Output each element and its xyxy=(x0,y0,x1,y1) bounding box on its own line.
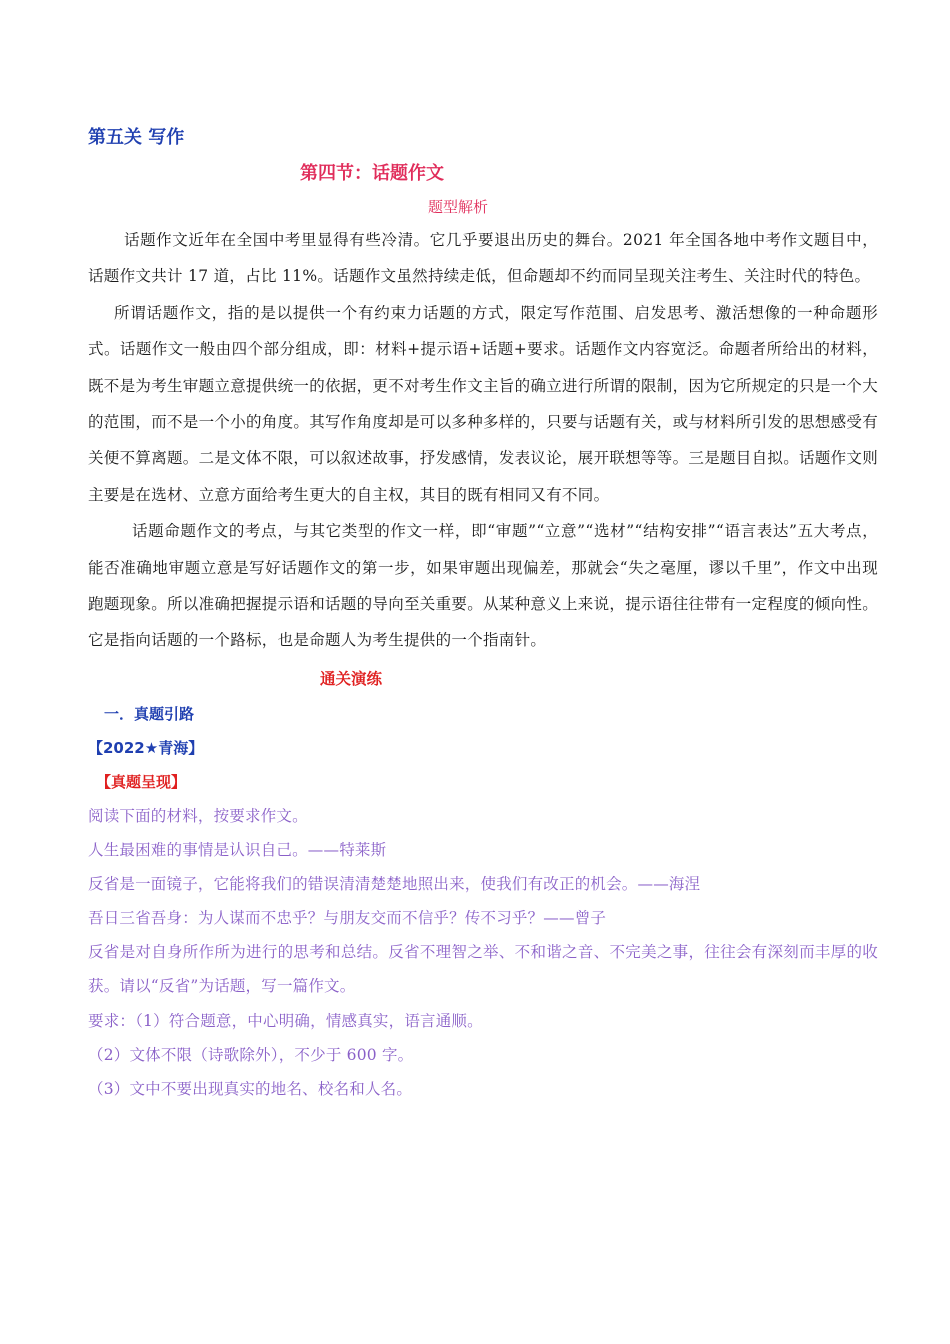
analysis-paragraph-2: 所谓话题作文，指的是以提供一个有约束力话题的方式，限定写作范围、启发思考、激活想像的一种命题形式。话题作文一般由四个部分组成，即：材料+提示语+话题+要求。话题作文内容宽泛。命题者所给出的材料，既不是为考生审题立意提供统一的依据，更不对考生作文主旨的确立进行所谓的限制，因为它所规定的只是一个大的范围，而不是一个小的角度。其写作角度却是可以多种多样的，只要与话题有关，或与材料所引发的思想感受有关便不算离题。二是文体不限，可以叙述故事，抒发感情，发表议论，展开联想等等。三是题目自拟。话题作文则主要是在选材、立意方面给考生更大的自主权，其目的既有相同又有不同。 xyxy=(88,303,879,504)
question-tag: 【真题呈现】 xyxy=(96,772,187,791)
prompt-requirement-3: （3）文中不要出现真实的地名、校名和人名。 xyxy=(88,1079,413,1098)
analysis-paragraph-3: 话题命题作文的考点，与其它类型的作文一样，即“审题”“立意”“选材”“结构安排”“语言表达”五大考点， 能否准确地审题立意是写好话题作文的第一步，如果审题出现偏差，那就会“失之毫厘，谬以千里”，作文中出现跑题现象。所以准确把握提示语和话题的导向至关重要。从某种意义上来说，提示语往往带有一定程度的倾向性。它是指向话题的一个路标，也是命题人为考生提供的一个指南针。 xyxy=(88,522,879,650)
chapter-title: 第五关 写作 xyxy=(88,127,185,148)
exam-tag: 【2022★青海】 xyxy=(88,738,204,757)
prompt-line-quote-1: 人生最困难的事情是认识自己。——特莱斯 xyxy=(88,840,387,859)
prompt-requirement-1: 要求：（1）符合题意，中心明确，情感真实，语言通顺。 xyxy=(88,1011,483,1030)
section-title: 第四节：话题作文 xyxy=(300,163,444,184)
prompt-line-quote-3: 吾日三省吾身：为人谋而不忠乎？与朋友交而不信乎？传不习乎？——曾子 xyxy=(88,908,607,927)
subsection-title: 题型解析 xyxy=(428,198,489,216)
prompt-line-topic: 反省是对自身所作所为进行的思考和总结。反省不理智之举、不和谐之音、不完美之事，往往会有深刻而丰厚的收获。请以“反省”为话题，写一篇作文。 xyxy=(88,942,878,996)
prompt-line-instruction: 阅读下面的材料，按要求作文。 xyxy=(88,806,308,825)
analysis-paragraph-1: 话题作文近年在全国中考里显得有些冷清。它几乎要退出历史的舞台。2021 年全国各地中考作文题目中，话题作文共计 17 道，占比 11%。话题作文虽然持续走低，但命题却不约而同呈现关注考生、关注时代的特色。 xyxy=(88,231,878,286)
prompt-line-quote-2: 反省是一面镜子，它能将我们的错误清清楚楚地照出来，使我们有改正的机会。——海涅 xyxy=(88,874,701,893)
part-title: 一．真题引路 xyxy=(104,704,195,723)
prompt-requirement-2: （2）文体不限（诗歌除外），不少于 600 字。 xyxy=(88,1045,414,1064)
document-page xyxy=(88,120,878,1106)
practice-title: 通关演练 xyxy=(320,669,383,688)
